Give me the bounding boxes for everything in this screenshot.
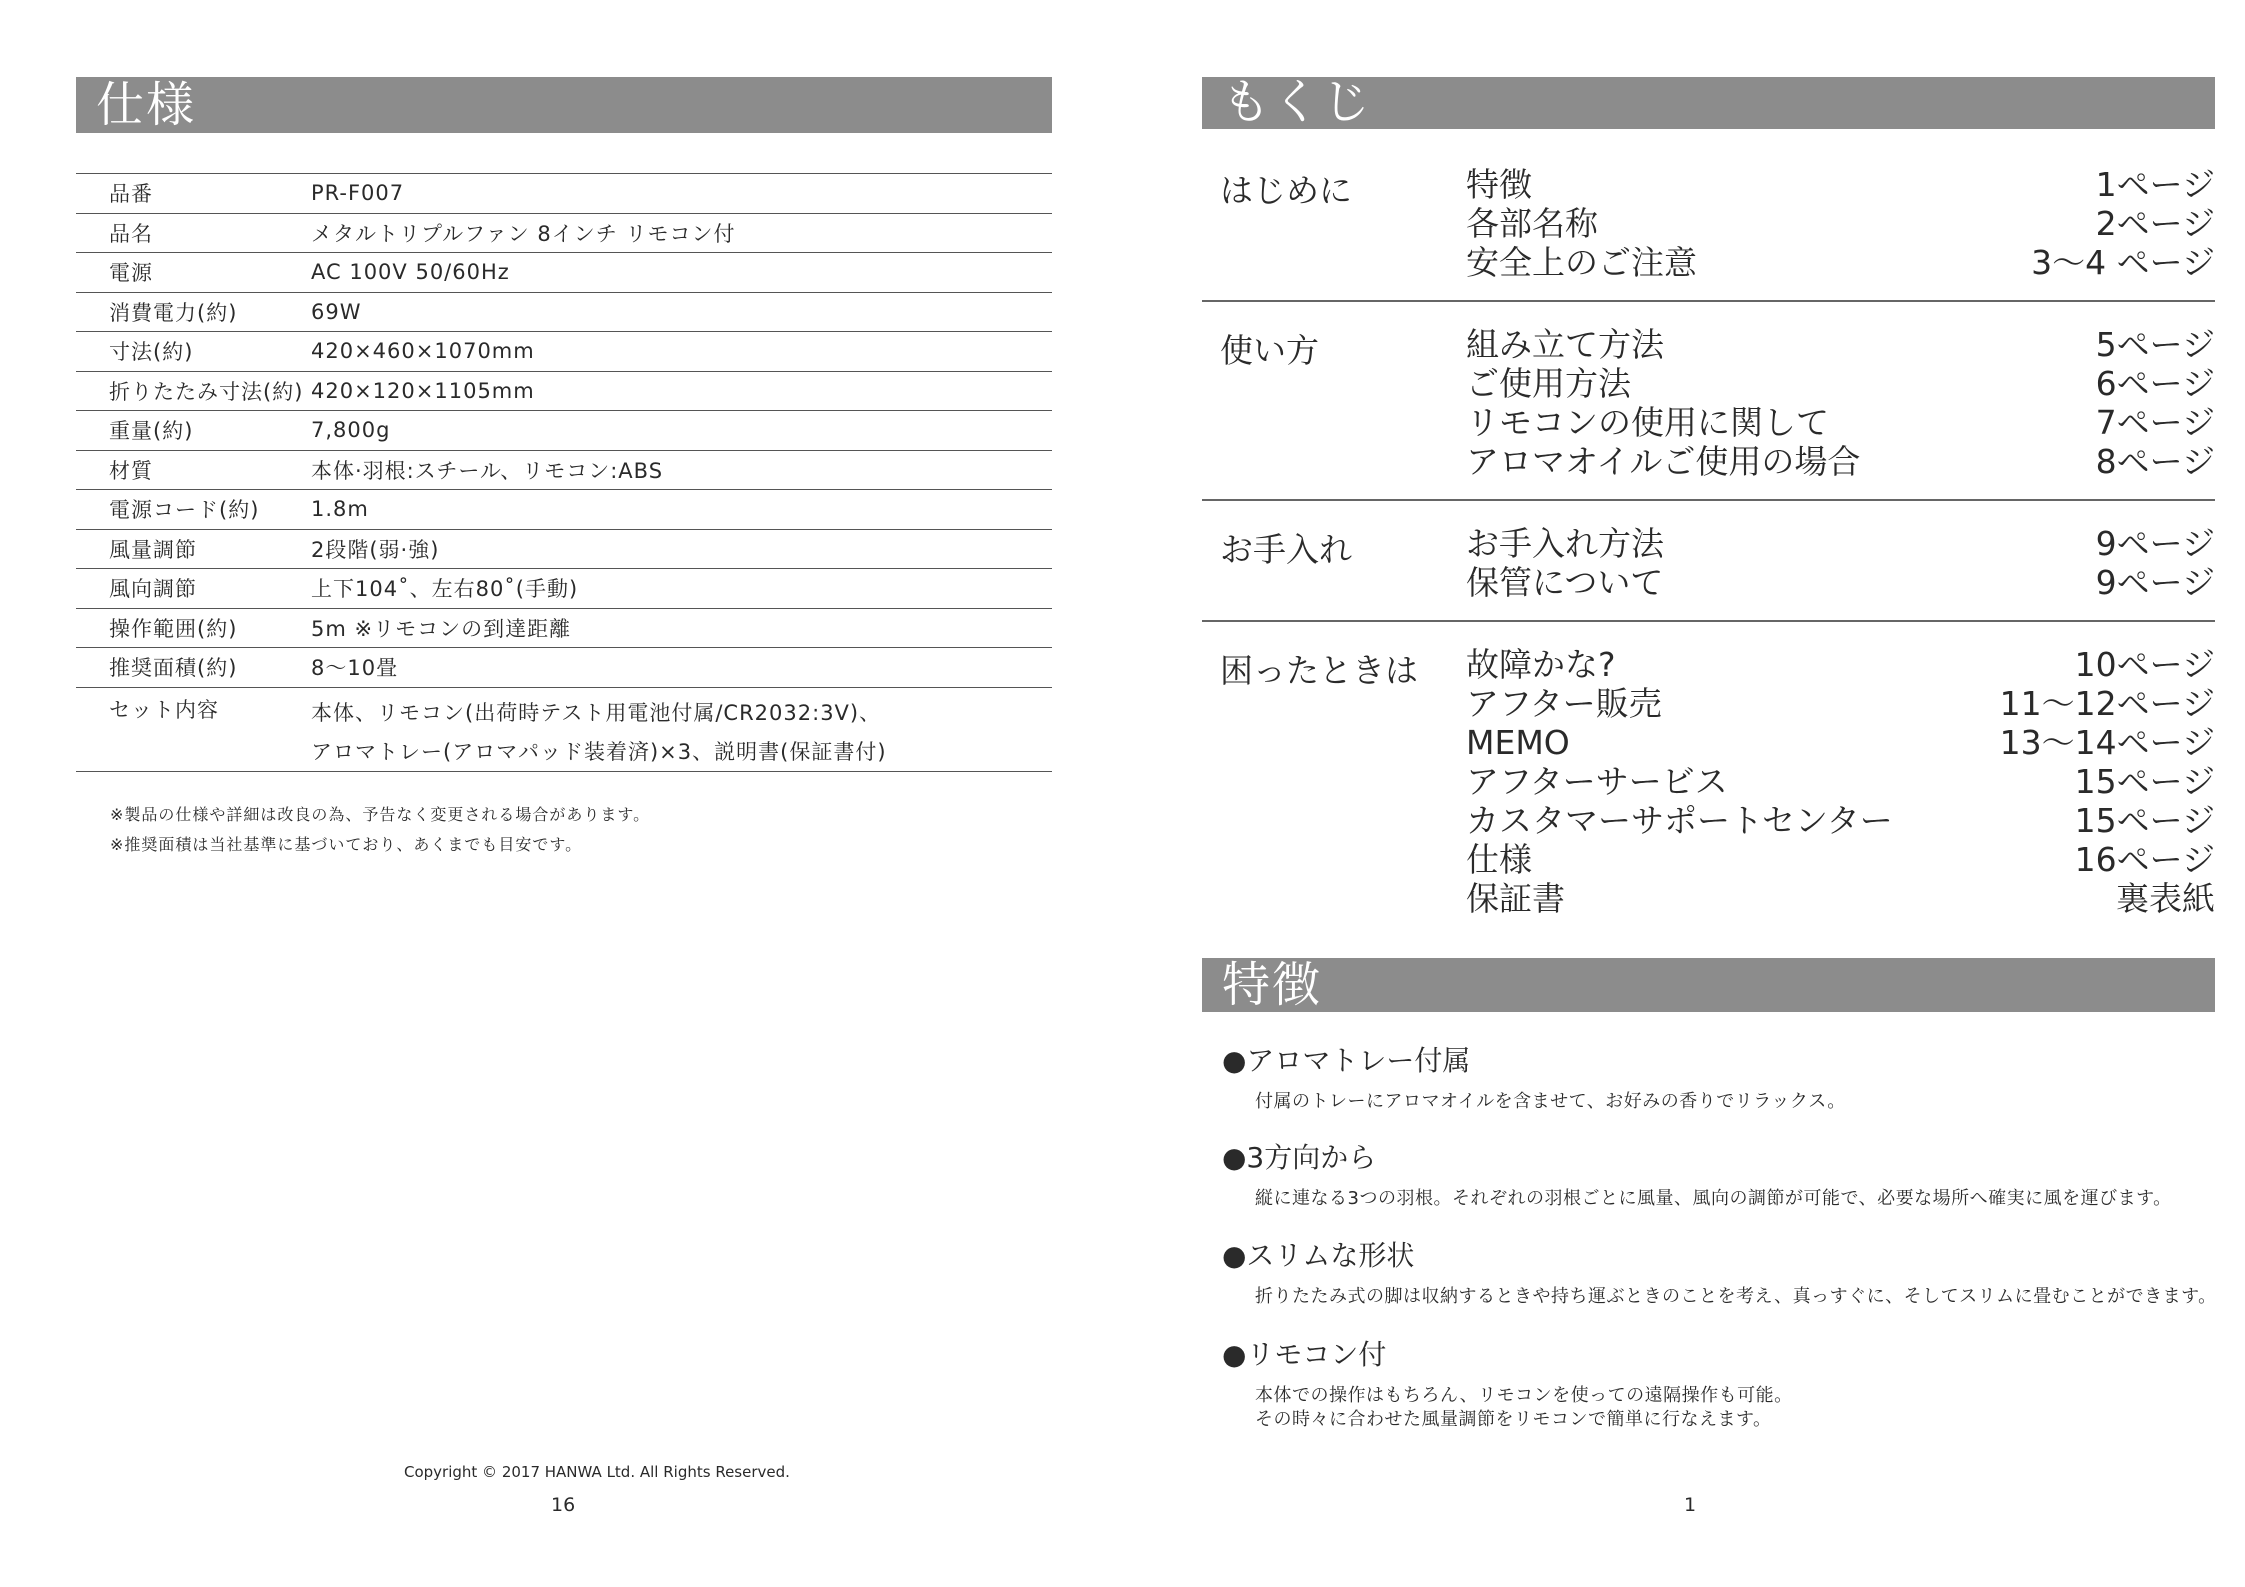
toc-item-page: 11〜12ページ xyxy=(1999,684,2215,723)
feature-title: ●3方向から xyxy=(1222,1141,1377,1174)
note-item: ※推奨面積は当社基準に基づいており、あくまでも目安です。 xyxy=(110,835,583,854)
toc-item-page: 13〜14ページ xyxy=(1999,723,2215,762)
toc-item xyxy=(1466,243,2215,282)
right-page xyxy=(1122,0,2245,1587)
toc-section xyxy=(1202,501,2215,622)
left-page xyxy=(0,0,1122,1587)
spec-label: 材質 xyxy=(109,458,153,483)
toc-section xyxy=(1202,622,2215,936)
spec-row xyxy=(76,411,1052,451)
toc-item-title: お手入れ方法 xyxy=(1466,524,1664,563)
spec-row xyxy=(76,490,1052,530)
toc-section xyxy=(1202,160,2215,302)
spec-value: PR-F007 xyxy=(311,181,405,206)
toc-section xyxy=(1202,302,2215,501)
toc-item xyxy=(1466,403,2215,442)
spec-value: 420×460×1070mm xyxy=(311,339,535,364)
toc-item xyxy=(1466,645,2215,684)
toc-item-page: 15ページ xyxy=(2074,762,2215,801)
spec-row xyxy=(76,174,1052,214)
toc-item xyxy=(1466,684,2215,723)
toc-section-heading: はじめに xyxy=(1220,171,1352,210)
spec-row xyxy=(76,372,1052,412)
toc-item xyxy=(1466,442,2215,481)
toc-item-page: 9ページ xyxy=(2095,563,2215,602)
spec-label: 電源コード(約) xyxy=(109,498,260,523)
spec-value: 420×120×1105mm xyxy=(311,378,535,403)
spec-value: 2段階(弱·強) xyxy=(311,537,440,562)
spec-label: セット内容 xyxy=(109,697,219,722)
toc-item-title: アフターサービス xyxy=(1466,762,1728,801)
toc-item-title: ご使用方法 xyxy=(1466,364,1631,403)
features-section-title: 特徴 xyxy=(1202,958,2215,1012)
toc-item-page: 10ページ xyxy=(2074,645,2215,684)
toc-item-title: 故障かな? xyxy=(1466,645,1616,684)
page-number-right: 1 xyxy=(1684,1494,1697,1516)
spec-label: 推奨面積(約) xyxy=(109,656,238,681)
spec-label: 重量(約) xyxy=(109,419,194,444)
toc-item xyxy=(1466,204,2215,243)
toc-item-title: 保管について xyxy=(1466,563,1664,602)
toc-item xyxy=(1466,364,2215,403)
toc-item-page: 裏表紙 xyxy=(2116,879,2215,918)
toc-item-page: 9ページ xyxy=(2095,524,2215,563)
spec-value: 8〜10畳 xyxy=(311,656,399,681)
toc-item-title: MEMO xyxy=(1466,723,1570,762)
spec-row xyxy=(76,451,1052,491)
spec-label: 寸法(約) xyxy=(109,340,194,365)
copyright: Copyright © 2017 HANWA Ltd. All Rights Reserved. xyxy=(404,1463,790,1481)
spec-label: 品名 xyxy=(109,221,153,246)
spec-row xyxy=(76,609,1052,649)
feature-item xyxy=(1222,1338,1793,1432)
feature-description: 折りたたみ式の脚は収納するときや持ち運ぶときのことを考え、真っすぐに、そしてスリムに畳むことができます。 xyxy=(1255,1286,2217,1307)
spec-section-title: 仕様 xyxy=(76,77,1052,133)
toc-item-title: リモコンの使用に関して xyxy=(1466,403,1829,442)
toc-item-page: 15ページ xyxy=(2074,801,2215,840)
spec-value: 69W xyxy=(311,299,362,324)
toc-section-title: もくじ xyxy=(1202,77,2215,129)
feature-description: 縦に連なる3つの羽根。それぞれの羽根ごとに風量、風向の調節が可能で、必要な場所へ確実に風を運びます。 xyxy=(1255,1188,2172,1209)
spec-value: 上下104˚、左右80˚(手動) xyxy=(311,577,579,602)
spec-label: 風向調節 xyxy=(109,577,197,602)
feature-title: ●アロマトレー付属 xyxy=(1222,1044,1471,1077)
spec-row xyxy=(76,214,1052,254)
toc-item-title: 各部名称 xyxy=(1466,204,1598,243)
feature-item xyxy=(1222,1044,1846,1114)
feature-description: 付属のトレーにアロマオイルを含ませて、お好みの香りでリラックス。 xyxy=(1255,1091,1846,1112)
spec-value-line: 本体、リモコン(出荷時テスト用電池付属/CR2032:3V)、 xyxy=(311,700,882,725)
spec-value: メタルトリプルファン 8インチ リモコン付 xyxy=(311,221,736,246)
spec-value: 1.8m xyxy=(311,497,369,522)
spec-value: 本体·羽根:スチール、リモコン:ABS xyxy=(311,458,664,483)
toc-item xyxy=(1466,879,2215,918)
spec-label: 折りたたみ寸法(約) xyxy=(109,379,304,404)
spec-notes xyxy=(110,800,650,860)
toc-item-page: 16ページ xyxy=(2074,840,2215,879)
spec-row xyxy=(76,332,1052,372)
feature-title: ●スリムな形状 xyxy=(1222,1239,1415,1272)
spec-value: 7,800g xyxy=(311,418,391,443)
toc-item xyxy=(1466,762,2215,801)
spec-value xyxy=(311,688,1052,772)
toc-item xyxy=(1466,563,2215,602)
spec-row-set-contents xyxy=(76,688,1052,772)
table-of-contents xyxy=(1202,160,2215,936)
spec-value-line: アロマトレー(アロマパッド装着済)×3、説明書(保証書付) xyxy=(311,739,887,764)
spec-row xyxy=(76,648,1052,688)
feature-item xyxy=(1222,1141,2172,1211)
feature-description: 本体での操作はもちろん、リモコンを使っての遠隔操作も可能。 その時々に合わせた風量調節をリモコンで簡単に行なえます。 xyxy=(1255,1385,1793,1430)
spec-row xyxy=(76,253,1052,293)
toc-item xyxy=(1466,325,2215,364)
spec-label: 消費電力(約) xyxy=(109,300,238,325)
spec-value: AC 100V 50/60Hz xyxy=(311,260,510,285)
toc-item-title: 安全上のご注意 xyxy=(1466,243,1697,282)
spec-row xyxy=(76,569,1052,609)
toc-item-page: 1ページ xyxy=(2095,165,2215,204)
toc-item-title: 組み立て方法 xyxy=(1466,325,1664,364)
toc-section-heading: 困ったときは xyxy=(1220,651,1418,690)
toc-item xyxy=(1466,840,2215,879)
feature-title: ●リモコン付 xyxy=(1222,1338,1387,1371)
spec-label: 電源 xyxy=(109,261,153,286)
toc-item-page: 7ページ xyxy=(2095,403,2215,442)
toc-item-title: 仕様 xyxy=(1466,840,1532,879)
spec-label: 風量調節 xyxy=(109,537,197,562)
toc-item-title: 保証書 xyxy=(1466,879,1565,918)
toc-item-page: 5ページ xyxy=(2095,325,2215,364)
toc-item xyxy=(1466,165,2215,204)
page-number-left: 16 xyxy=(551,1494,576,1516)
toc-item xyxy=(1466,524,2215,563)
toc-item-title: アフター販売 xyxy=(1466,684,1662,723)
note-item: ※製品の仕様や詳細は改良の為、予告なく変更される場合があります。 xyxy=(110,805,651,824)
toc-item-title: カスタマーサポートセンター xyxy=(1466,801,1893,840)
toc-item-page: 6ページ xyxy=(2095,364,2215,403)
spec-label: 操作範囲(約) xyxy=(109,616,238,641)
toc-section-heading: お手入れ xyxy=(1220,530,1352,569)
feature-item xyxy=(1222,1239,2217,1309)
toc-item-page: 3〜4 ページ xyxy=(2031,243,2215,282)
toc-section-heading: 使い方 xyxy=(1220,331,1319,370)
toc-item-title: 特徴 xyxy=(1466,165,1532,204)
toc-item xyxy=(1466,723,2215,762)
toc-item-title: アロマオイルご使用の場合 xyxy=(1466,442,1861,481)
spec-label: 品番 xyxy=(109,182,153,207)
toc-item-page: 8ページ xyxy=(2095,442,2215,481)
toc-item-page: 2ページ xyxy=(2095,204,2215,243)
toc-item xyxy=(1466,801,2215,840)
spec-row xyxy=(76,530,1052,570)
spec-value: 5m ※リモコンの到達距離 xyxy=(311,616,572,641)
spec-table xyxy=(76,173,1052,772)
spec-row xyxy=(76,293,1052,333)
